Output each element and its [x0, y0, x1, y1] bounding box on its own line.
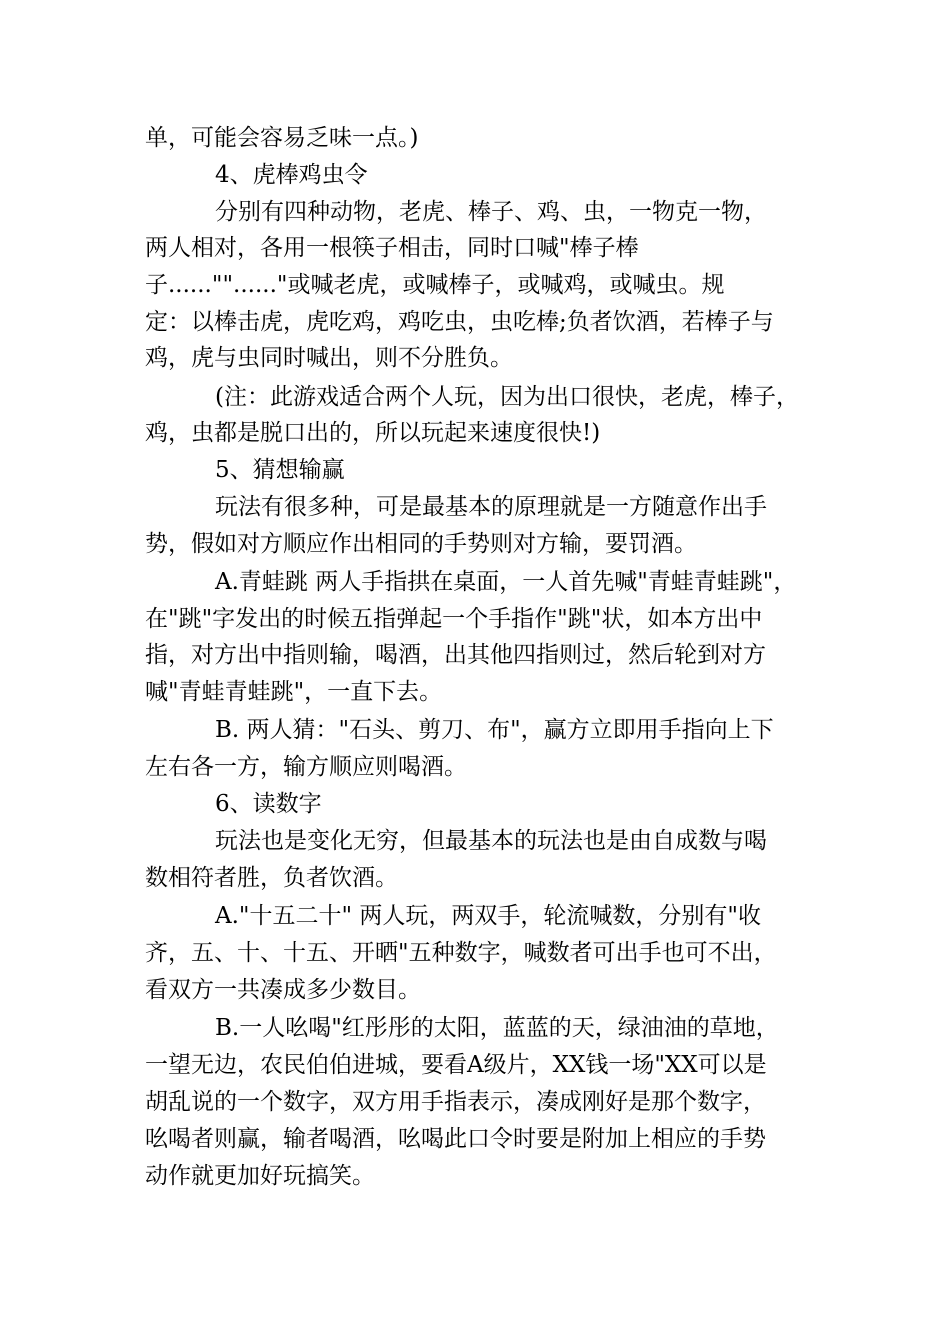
text-line-4: 两人相对，各用一根筷子相击，同时口喊"棒子棒 — [145, 235, 639, 261]
section-heading-6: 6、读数字 — [215, 791, 322, 817]
text-line-26: 一望无边，农民伯伯进城，要看A级片，XX钱一场"XX可以是 — [145, 1052, 767, 1078]
text-line-18: 左右各一方，输方顺应则喝酒。 — [145, 754, 467, 780]
note-line-1: (注：此游戏适合两个人玩，因为出口很快，老虎，棒子， — [215, 384, 799, 410]
text-line-23: 齐，五、十、十五、开晒"五种数字，喊数者可出手也可不出， — [145, 940, 777, 966]
text-line-29: 动作就更加好玩搞笑。 — [145, 1163, 375, 1189]
section-heading-5: 5、猜想输赢 — [215, 457, 345, 483]
section-heading-4: 4、虎棒鸡虫令 — [215, 162, 368, 188]
text-line-15: 指，对方出中指则输，喝酒，出其他四指则过，然后轮到对方 — [145, 642, 766, 668]
text-line-27: 胡乱说的一个数字，双方用手指表示，凑成刚好是那个数字， — [145, 1089, 766, 1115]
text-line-28: 吆喝者则赢，输者喝酒，吆喝此口令时要是附加上相应的手势 — [145, 1126, 766, 1152]
text-line-3: 分别有四种动物，老虎、棒子、鸡、虫，一物克一物， — [215, 199, 767, 225]
text-line-12: 势，假如对方顺应作出相同的手势则对方输，要罚酒。 — [145, 531, 697, 557]
text-line-1: 单，可能会容易乏味一点。) — [145, 125, 419, 151]
text-line-16: 喊"青蛙青蛙跳"，一直下去。 — [145, 679, 443, 705]
text-line-21: 数相符者胜，负者饮酒。 — [145, 865, 398, 891]
text-line-7: 鸡，虎与虫同时喊出，则不分胜负。 — [145, 345, 513, 371]
text-line-24: 看双方一共凑成多少数目。 — [145, 977, 421, 1003]
text-line-22: A."十五二十" 两人玩，两双手，轮流喊数，分别有"收 — [215, 903, 761, 929]
text-line-11: 玩法有很多种，可是最基本的原理就是一方随意作出手 — [215, 494, 767, 520]
text-line-20: 玩法也是变化无穷，但最基本的玩法也是由自成数与喝 — [215, 828, 767, 854]
note-line-2: 鸡，虫都是脱口出的，所以玩起来速度很快!) — [145, 420, 601, 446]
text-line-5: 子......""......"或喊老虎，或喊棒子，或喊鸡，或喊虫。规 — [145, 272, 725, 298]
text-line-6: 定：以棒击虎，虎吃鸡，鸡吃虫，虫吃棒;负者饮酒，若棒子与 — [145, 309, 774, 335]
text-line-25: B.一人吆喝"红彤彤的太阳，蓝蓝的天，绿油油的草地， — [215, 1015, 779, 1041]
text-line-17: B. 两人猜："石头、剪刀、布"，赢方立即用手指向上下 — [215, 717, 774, 743]
text-line-13: A.青蛙跳 两人手指拱在桌面，一人首先喊"青蛙青蛙跳"， — [215, 569, 797, 595]
text-line-14: 在"跳"字发出的时候五指弹起一个手指作"跳"状，如本方出中 — [145, 606, 763, 632]
